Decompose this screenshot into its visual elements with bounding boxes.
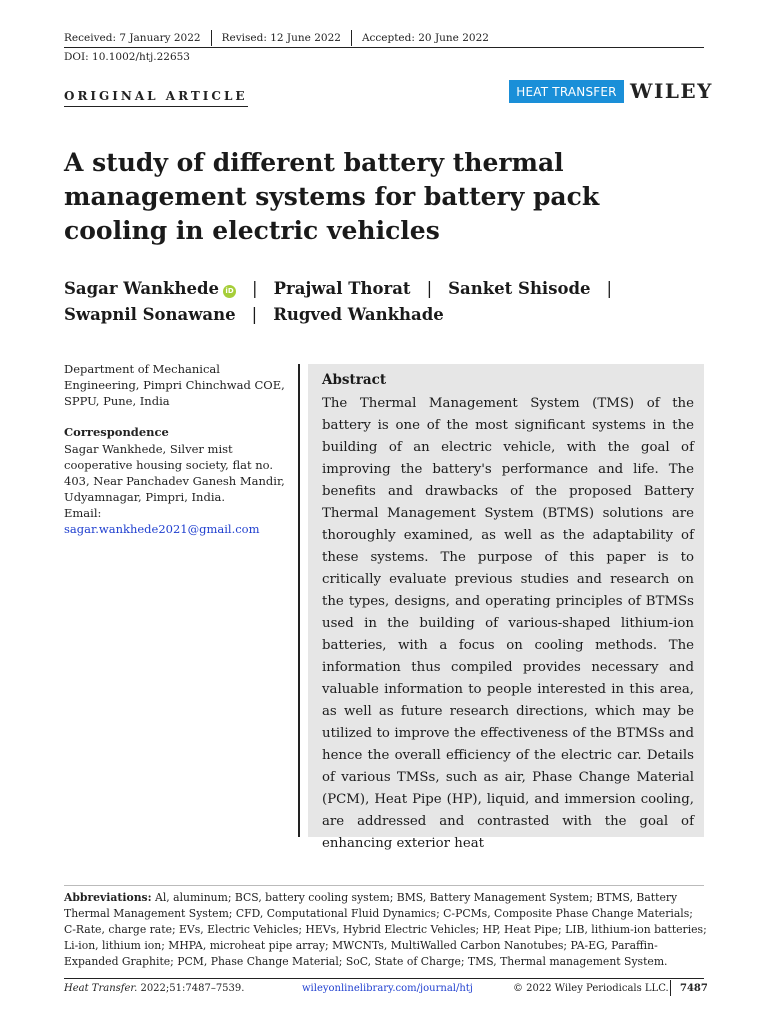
abbreviations-divider [64,885,704,886]
footer-divider [64,978,704,979]
author-name[interactable]: Sanket Shisode [448,279,591,298]
paper-title: A study of different battery thermal management systems for battery pack cooling in electric vehicles [64,148,600,245]
article-dates [64,30,489,46]
received-date: Received: 7 January 2022 [64,32,201,44]
accepted-date: Accepted: 20 June 2022 [361,32,489,44]
footer-citation [64,983,244,994]
revised-date: Revised: 12 June 2022 [221,32,341,44]
author-separator: | [252,279,258,298]
abbreviations-text: Al, aluminum; BCS, battery cooling system; BMS, Battery Management System; BTMS, Battery Thermal Management System; CFD, Computational Fluid Dynamics; C-PCMs, Composite Phase Change Materials; C-Rate, charge rate; EVs, Electric Vehicles; HEVs, Hybrid Electric Vehicles; HP, Heat Pipe; LIB, lithium-ion batteries; Li-ion, lithium ion; MHPA, microheat pipe array; MWCNTs, MultiWalled Carbon Nanotubes; PA-EG, Paraffin-Expanded Graphite; PCM, Phase Change Material; SoC, State of Charge; TMS, Thermal management System. [64,891,707,968]
date-separator [211,30,212,46]
email-link[interactable]: sagar.wankhede2021@gmail.com [64,522,260,536]
affiliation: Department of Mechanical Engineering, Pimpri Chinchwad COE, SPPU, Pune, India [64,362,285,408]
correspondence-heading: Correspondence [64,425,169,439]
correspondence-address: Sagar Wankhede, Silver mist cooperative housing society, flat no. 403, Near Panchadev Ganesh Mandir, Udyamnagar, Pimpri, India. [64,442,285,504]
footer-volume: 2022;51:7487–7539. [140,983,245,994]
article-type-underline [64,106,248,107]
correspondence-details [64,441,294,537]
author-line-1 [64,276,704,302]
author-line-2 [64,302,704,328]
header-divider [64,47,704,48]
journal-badge[interactable]: HEAT TRANSFER [509,80,624,103]
page-number: 7487 [680,983,708,994]
author-separator: | [251,305,258,324]
author-name[interactable]: Rugved Wankhade [273,305,444,324]
footer-url[interactable]: wileyonlinelibrary.com/journal/htj [302,983,473,994]
doi[interactable]: DOI: 10.1002/htj.22653 [64,51,190,63]
author-separator: | [606,279,613,298]
author-list [64,276,704,328]
abbreviations [64,890,708,970]
author-name[interactable]: Prajwal Thorat [273,279,411,298]
abstract-left-rule [298,364,300,837]
article-type: ORIGINAL ARTICLE [64,89,248,103]
date-separator [351,30,352,46]
footer-journal-name: Heat Transfer. [64,983,138,994]
abstract-heading: Abstract [322,372,387,388]
orcid-icon[interactable]: iD [223,285,236,298]
abstract-text: The Thermal Management System (TMS) of the battery is one of the most significant systems in the building of an electric vehicle, with the goal of improving the battery's performance and life. The benefits and drawbacks of the proposed Battery Thermal Management System (BTMS) solutions are thoroughly examined, as well as the adaptability of these systems. The purpose of this paper is to critically evaluate previous studies and research on the types, designs, and operating principles of BTMSs used in the building of various-shaped lithium-ion batteries, with a focus on cooling methods. The information thus compiled provides necessary and valuable information to people interested in this area, as well as future research directions, which may be utilized to improve the effectiveness of the BTMSs and hence the overall efficiency of the electric car. Details of various TMSs, such as air, Phase Change Material (PCM), Heat Pipe (HP), liquid, and immersion cooling, are addressed and contrasted with the goal of enhancing exterior heat [322,396,694,851]
publisher-logo[interactable]: WILEY [630,79,713,103]
footer-copyright: © 2022 Wiley Periodicals LLC. [513,983,669,994]
author-name[interactable]: Swapnil Sonawane [64,305,236,324]
footer-separator [670,980,671,996]
author-name[interactable]: Sagar Wankhede [64,279,220,298]
abbreviations-label: Abbreviations: [64,891,152,904]
author-separator: | [426,279,433,298]
email-label: Email: [64,506,102,520]
